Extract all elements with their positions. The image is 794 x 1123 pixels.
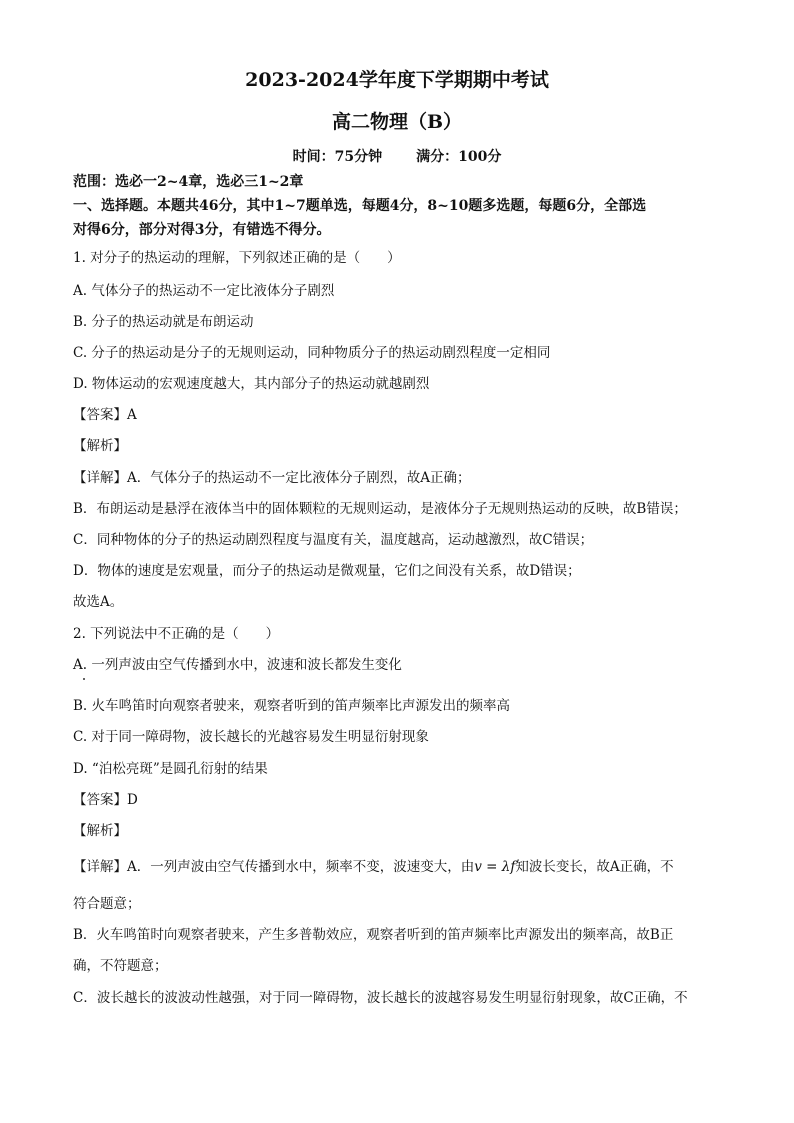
q2-detail-b-line2: 确，不符题意；: [73, 958, 168, 974]
q2-detail-a-line2: 符合题意；: [73, 896, 141, 912]
q2-detail-a-line1: [73, 858, 674, 876]
q2-stem: 2. 下列说法中不正确的是（ ）: [73, 626, 280, 642]
q2-option-a: A. 一列声波由空气传播到水中，波速和波长都发生变化: [73, 657, 402, 673]
section-instructions-1: 一、选择题。本题共46分，其中1~7题单选，每题4分，8~10题多选题，每题6分，全部选: [73, 198, 647, 214]
stray-dot: [83, 678, 85, 680]
q2-option-d: D. “泊松亮斑”是圆孔衍射的结果: [73, 761, 268, 777]
q1-detail-c: C．同种物体的分子的热运动剧烈程度与温度有关，温度越高，运动越激烈，故C错误；: [73, 532, 594, 548]
q2-detail-c-line1: C．波长越长的波波动性越强，对于同一障碍物，波长越长的波越容易发生明显衍射现象，故C正确，不: [73, 990, 688, 1006]
q1-conclusion: 故选A。: [73, 594, 124, 610]
exam-meta: [0, 148, 794, 166]
section-instructions-2: 对得6分，部分对得3分，有错选不得分。: [73, 222, 331, 238]
wave-formula: v = λf: [474, 859, 516, 875]
q1-option-b: B. 分子的热运动就是布朗运动: [73, 314, 254, 330]
q2-detail-a-post: 知波长变长，故A正确，不: [515, 859, 674, 875]
q2-analysis-label: 【解析】: [73, 823, 127, 839]
q1-option-c: C. 分子的热运动是分子的无规则运动，同种物质分子的热运动剧烈程度一定相同: [73, 345, 551, 361]
q1-option-a: A. 气体分子的热运动不一定比液体分子剧烈: [73, 283, 335, 299]
exam-score: 满分：100分: [416, 149, 502, 165]
q1-option-d: D. 物体运动的宏观速度越大，其内部分子的热运动就越剧烈: [73, 376, 430, 392]
q1-detail-b: B．布朗运动是悬浮在液体当中的固体颗粒的无规则运动，是液体分子无规则热运动的反映，故B错误；: [73, 501, 687, 517]
exam-time: 时间：75分钟: [292, 149, 383, 165]
exam-title: 2023-2024学年度下学期期中考试: [245, 69, 549, 91]
q2-option-c: C. 对于同一障碍物，波长越长的光越容易发生明显衍射现象: [73, 729, 429, 745]
q1-stem: 1. 对分子的热运动的理解，下列叙述正确的是（ ）: [73, 250, 401, 266]
exam-subtitle: 高二物理（B）: [331, 111, 463, 133]
q1-analysis-label: 【解析】: [73, 438, 127, 454]
q2-detail-b-line1: B．火车鸣笛时向观察者驶来，产生多普勒效应，观察者听到的笛声频率比声源发出的频率高，故B正: [73, 927, 674, 943]
q1-answer: 【答案】A: [73, 407, 137, 423]
q2-answer: 【答案】D: [73, 792, 138, 808]
exam-scope: 范围：选必一2~4章，选必三1~2章: [73, 174, 304, 190]
q1-detail-a: 【详解】A．气体分子的热运动不一定比液体分子剧烈，故A正确；: [73, 470, 471, 486]
q2-detail-a-pre: 【详解】A．一列声波由空气传播到水中，频率不变，波速变大，由: [73, 859, 475, 875]
q2-option-b: B. 火车鸣笛时向观察者驶来，观察者听到的笛声频率比声源发出的频率高: [73, 698, 511, 714]
q1-detail-d: D．物体的速度是宏观量，而分子的热运动是微观量，它们之间没有关系，故D错误；: [73, 563, 581, 579]
